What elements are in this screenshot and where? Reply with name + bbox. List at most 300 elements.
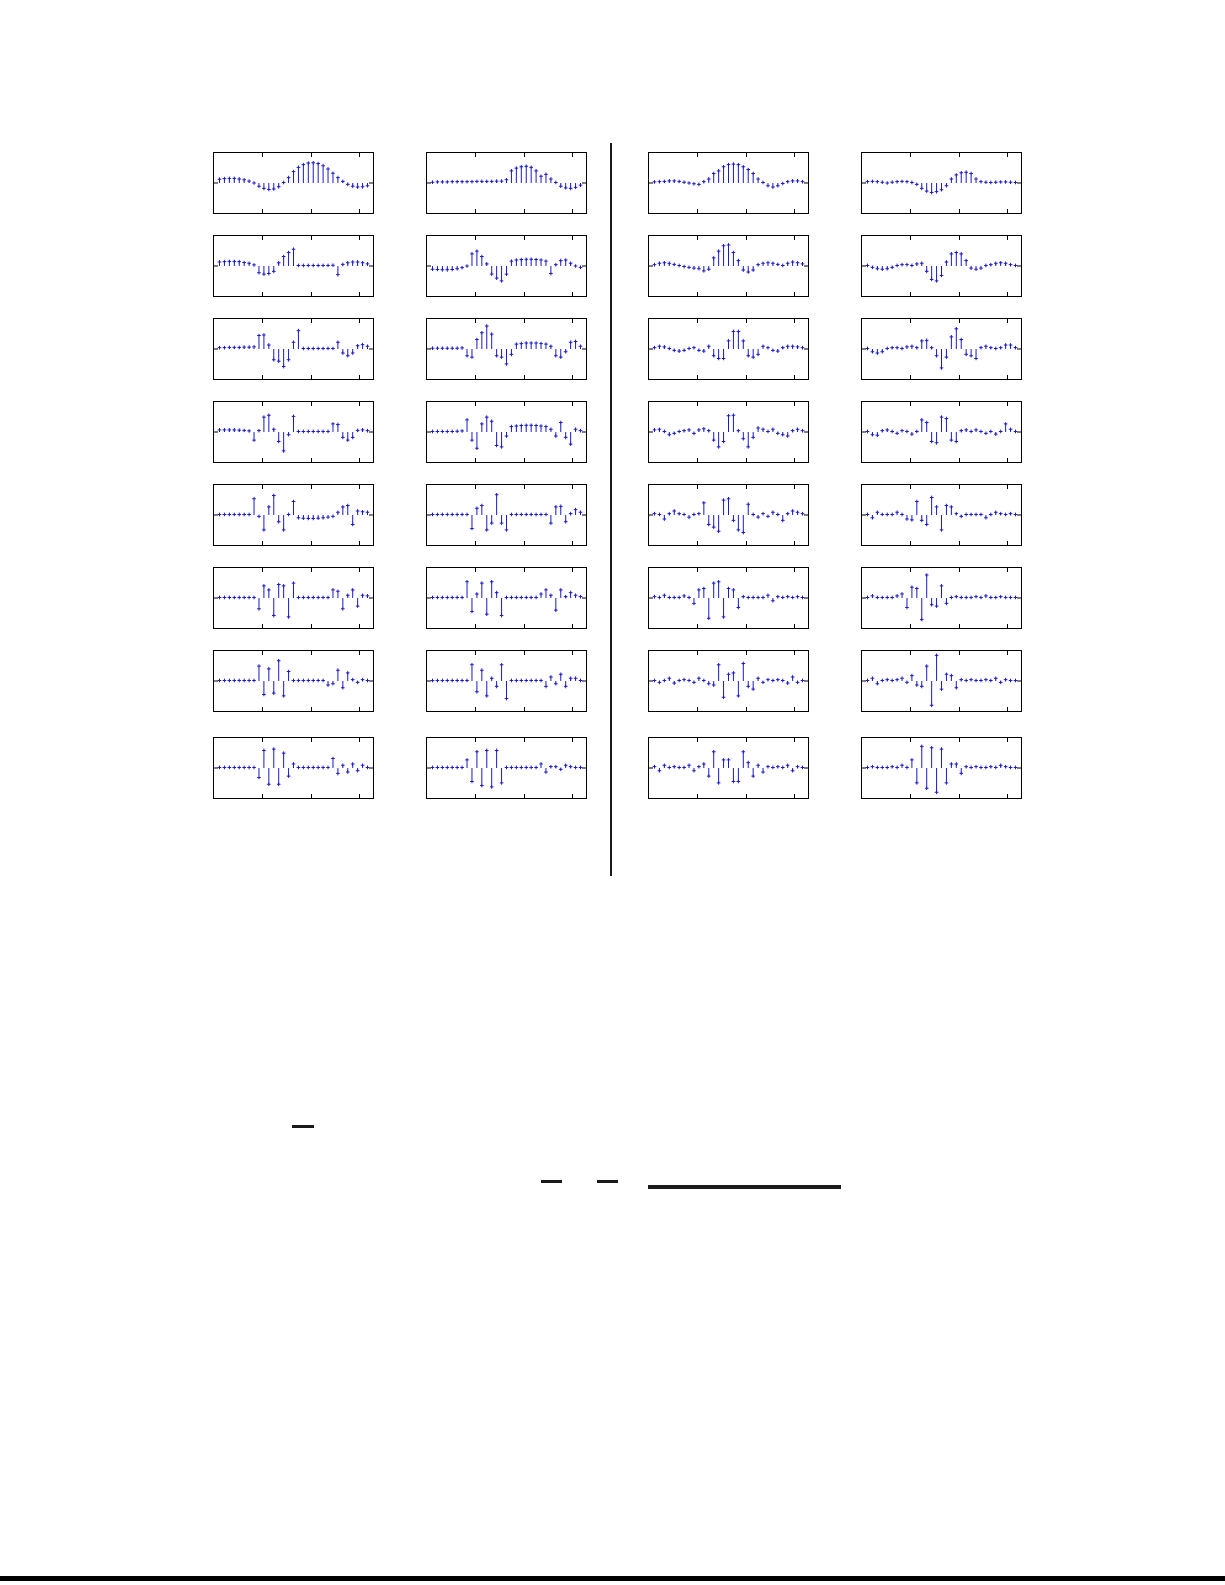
stem-marker-icon xyxy=(326,515,330,519)
stem-marker-icon xyxy=(687,347,691,351)
stem-marker-icon xyxy=(742,662,746,666)
stem-marker-icon xyxy=(569,187,573,191)
stem-marker-icon xyxy=(341,686,345,690)
stem-marker-icon xyxy=(549,272,553,276)
stem-marker-icon xyxy=(871,180,875,184)
stem-marker-icon xyxy=(881,596,885,600)
stem-marker-icon xyxy=(465,180,469,184)
stem-marker-icon xyxy=(465,758,469,762)
stem-marker-icon xyxy=(712,581,716,585)
stem-marker-icon xyxy=(771,679,775,683)
stem-marker-icon xyxy=(663,679,667,683)
stem-marker-icon xyxy=(500,445,504,449)
stem-marker-icon xyxy=(925,270,929,274)
stem-marker-icon xyxy=(930,346,934,350)
stem-marker-icon xyxy=(672,509,676,513)
stem-marker-icon xyxy=(549,521,553,525)
stem-marker-icon xyxy=(475,592,479,596)
stem-marker-icon xyxy=(746,761,750,765)
stem-marker-icon xyxy=(307,347,311,351)
stem-marker-icon xyxy=(756,677,760,681)
stem-marker-icon xyxy=(505,178,509,182)
stem-marker-icon xyxy=(687,764,691,768)
stem-plot-r4c2 xyxy=(426,401,587,463)
stem-marker-icon xyxy=(287,251,291,255)
stem-marker-icon xyxy=(722,440,726,444)
stem-marker-icon xyxy=(534,169,538,173)
stem-marker-icon xyxy=(766,678,770,682)
stem-marker-icon xyxy=(485,528,489,532)
stem-marker-icon xyxy=(524,257,528,261)
stem-marker-icon xyxy=(475,249,479,253)
stem-marker-icon xyxy=(534,679,538,683)
stem-marker-icon xyxy=(796,261,800,265)
stem-marker-icon xyxy=(871,433,875,437)
stem-marker-icon xyxy=(746,685,750,689)
stem-marker-icon xyxy=(302,347,306,351)
stem-marker-icon xyxy=(277,261,281,265)
stem-marker-icon xyxy=(717,663,721,667)
stem-marker-icon xyxy=(915,781,919,785)
stem-marker-icon xyxy=(520,596,524,600)
stem-marker-icon xyxy=(356,509,360,513)
stem-marker-icon xyxy=(663,430,667,434)
stem-marker-icon xyxy=(658,428,662,432)
stem-marker-icon xyxy=(326,167,330,171)
stem-marker-icon xyxy=(436,430,440,434)
stem-marker-icon xyxy=(994,432,998,436)
stem-marker-icon xyxy=(351,436,355,440)
stem-marker-icon xyxy=(460,679,464,683)
stem-marker-icon xyxy=(989,263,993,267)
stem-marker-icon xyxy=(228,428,232,432)
stem-marker-icon xyxy=(672,179,676,183)
stem-marker-icon xyxy=(436,346,440,350)
stem-marker-icon xyxy=(959,338,963,342)
stem-marker-icon xyxy=(930,704,934,708)
stem-marker-icon xyxy=(964,170,968,174)
stem-marker-icon xyxy=(326,596,330,600)
stem-marker-icon xyxy=(737,163,741,167)
stem-marker-icon xyxy=(786,681,790,685)
stem-marker-icon xyxy=(732,780,736,784)
stem-marker-icon xyxy=(964,513,968,517)
stem-marker-icon xyxy=(801,512,805,516)
stem-marker-icon xyxy=(549,428,553,432)
stem-plot-canvas xyxy=(861,401,1022,463)
stem-marker-icon xyxy=(351,260,355,264)
stem-plot-r7c3 xyxy=(648,650,809,712)
stem-marker-icon xyxy=(297,516,301,520)
stem-plot-canvas xyxy=(648,737,809,799)
stem-marker-icon xyxy=(876,433,880,437)
stem-marker-icon xyxy=(470,180,474,184)
stem-marker-icon xyxy=(871,677,875,681)
stem-marker-icon xyxy=(341,505,345,509)
stem-marker-icon xyxy=(356,185,360,189)
stem-marker-icon xyxy=(446,268,450,272)
stem-marker-icon xyxy=(756,515,760,519)
stem-marker-icon xyxy=(356,604,360,608)
stem-marker-icon xyxy=(955,762,959,766)
stem-marker-icon xyxy=(520,342,524,346)
stem-marker-icon xyxy=(950,505,954,509)
stem-marker-icon xyxy=(292,581,296,585)
stem-marker-icon xyxy=(554,608,558,612)
stem-marker-icon xyxy=(470,527,474,531)
stem-marker-icon xyxy=(1014,264,1018,268)
stem-marker-icon xyxy=(480,504,484,508)
stem-marker-icon xyxy=(480,784,484,788)
stem-marker-icon xyxy=(751,355,755,359)
stem-marker-icon xyxy=(964,353,968,357)
stem-marker-icon xyxy=(292,415,296,419)
stem-marker-icon xyxy=(574,186,578,190)
stem-marker-icon xyxy=(569,765,573,769)
stem-marker-icon xyxy=(228,177,232,181)
stem-marker-icon xyxy=(480,581,484,585)
stem-marker-icon xyxy=(524,679,528,683)
stem-marker-icon xyxy=(361,510,365,514)
stem-plot-r6c3 xyxy=(648,567,809,629)
stem-marker-icon xyxy=(351,762,355,766)
stem-marker-icon xyxy=(505,528,509,532)
stem-marker-icon xyxy=(495,591,499,595)
stem-marker-icon xyxy=(485,262,489,266)
stem-marker-icon xyxy=(326,683,330,687)
stem-marker-icon xyxy=(895,766,899,770)
stem-marker-icon xyxy=(771,428,775,432)
stem-marker-icon xyxy=(955,595,959,599)
stem-marker-icon xyxy=(544,513,548,517)
stem-plot-r8c2 xyxy=(426,737,587,799)
stem-marker-icon xyxy=(885,267,889,271)
stem-marker-icon xyxy=(237,679,241,683)
stem-marker-icon xyxy=(559,588,563,592)
stem-marker-icon xyxy=(737,330,741,334)
stem-plot-r6c2 xyxy=(426,567,587,629)
stem-marker-icon xyxy=(569,591,573,595)
stem-marker-icon xyxy=(302,163,306,167)
stem-marker-icon xyxy=(969,172,973,176)
stem-marker-icon xyxy=(756,263,760,267)
stem-plot-r4c3 xyxy=(648,401,809,463)
stem-marker-icon xyxy=(431,596,435,600)
fraction-bar-3 xyxy=(597,1180,618,1183)
stem-marker-icon xyxy=(984,432,988,436)
stem-marker-icon xyxy=(732,330,736,334)
stem-marker-icon xyxy=(959,171,963,175)
stem-plot-r2c1 xyxy=(213,235,374,297)
stem-marker-icon xyxy=(510,169,514,173)
stem-marker-icon xyxy=(959,252,963,256)
stem-marker-icon xyxy=(520,679,524,683)
stem-marker-icon xyxy=(905,606,909,610)
stem-marker-icon xyxy=(441,766,445,770)
stem-marker-icon xyxy=(564,595,568,599)
stem-marker-icon xyxy=(529,166,533,170)
stem-marker-icon xyxy=(287,774,291,778)
stem-marker-icon xyxy=(356,769,360,773)
stem-marker-icon xyxy=(920,685,924,689)
stem-marker-icon xyxy=(267,188,271,192)
stem-marker-icon xyxy=(505,766,509,770)
stem-marker-icon xyxy=(979,513,983,517)
stem-marker-icon xyxy=(341,263,345,267)
stem-marker-icon xyxy=(262,333,266,337)
stem-marker-icon xyxy=(732,519,736,523)
stem-marker-icon xyxy=(979,180,983,184)
stem-marker-icon xyxy=(520,513,524,517)
stem-marker-icon xyxy=(876,682,880,686)
stem-marker-icon xyxy=(751,268,755,272)
stem-marker-icon xyxy=(945,417,949,421)
stem-marker-icon xyxy=(895,180,899,184)
stem-marker-icon xyxy=(495,179,499,183)
stem-marker-icon xyxy=(712,525,716,529)
stem-marker-icon xyxy=(974,513,978,517)
stem-plot-r3c2 xyxy=(426,318,587,380)
stem-plot-r2c4 xyxy=(861,235,1022,297)
stem-marker-icon xyxy=(500,614,504,618)
stem-marker-icon xyxy=(252,438,256,442)
stem-marker-icon xyxy=(866,430,870,434)
stem-plot-r2c2 xyxy=(426,235,587,297)
stem-marker-icon xyxy=(346,438,350,442)
stem-plot-canvas xyxy=(426,318,587,380)
stem-marker-icon xyxy=(544,173,548,177)
stem-marker-icon xyxy=(470,355,474,359)
stem-marker-icon xyxy=(732,251,736,255)
stem-marker-icon xyxy=(272,187,276,191)
stem-marker-icon xyxy=(247,179,251,183)
stem-marker-icon xyxy=(460,429,464,433)
stem-marker-icon xyxy=(871,594,875,598)
stem-marker-icon xyxy=(791,675,795,679)
stem-marker-icon xyxy=(267,588,271,592)
stem-marker-icon xyxy=(885,766,889,770)
stem-marker-icon xyxy=(441,346,445,350)
stem-marker-icon xyxy=(1014,181,1018,185)
stem-marker-icon xyxy=(554,765,558,769)
stem-plot-r6c4 xyxy=(861,567,1022,629)
stem-marker-icon xyxy=(282,449,286,453)
stem-marker-icon xyxy=(446,430,450,434)
stem-marker-icon xyxy=(346,261,350,265)
stem-marker-icon xyxy=(252,596,256,600)
stem-marker-icon xyxy=(905,766,909,770)
stem-marker-icon xyxy=(460,513,464,517)
stem-marker-icon xyxy=(692,769,696,773)
stem-marker-icon xyxy=(969,430,973,434)
stem-marker-icon xyxy=(326,766,330,770)
stem-marker-icon xyxy=(564,350,568,354)
stem-marker-icon xyxy=(682,513,686,517)
stem-marker-icon xyxy=(282,255,286,259)
stem-marker-icon xyxy=(515,342,519,346)
stem-marker-icon xyxy=(574,766,578,770)
stem-marker-icon xyxy=(495,685,499,689)
stem-marker-icon xyxy=(341,764,345,768)
stem-marker-icon xyxy=(455,679,459,683)
stem-marker-icon xyxy=(994,347,998,351)
stem-marker-icon xyxy=(881,679,885,683)
stem-marker-icon xyxy=(579,345,583,349)
stem-marker-icon xyxy=(524,513,528,517)
stem-marker-icon xyxy=(746,168,750,172)
stem-plot-canvas xyxy=(426,484,587,546)
stem-marker-icon xyxy=(321,347,325,351)
stem-marker-icon xyxy=(756,426,760,430)
stem-marker-icon xyxy=(672,349,676,353)
stem-marker-icon xyxy=(237,428,241,432)
stem-marker-icon xyxy=(515,513,519,517)
stem-marker-icon xyxy=(346,504,350,508)
stem-plot-r7c1 xyxy=(213,650,374,712)
stem-marker-icon xyxy=(663,517,667,521)
stem-marker-icon xyxy=(475,690,479,694)
stem-marker-icon xyxy=(672,596,676,600)
stem-marker-icon xyxy=(890,180,894,184)
stem-plot-canvas xyxy=(648,650,809,712)
stem-marker-icon xyxy=(786,595,790,599)
stem-marker-icon xyxy=(450,346,454,350)
stem-marker-icon xyxy=(544,685,548,689)
stem-marker-icon xyxy=(247,262,251,266)
stem-marker-icon xyxy=(751,774,755,778)
stem-marker-icon xyxy=(999,512,1003,516)
stem-marker-icon xyxy=(786,512,790,516)
stem-marker-icon xyxy=(707,177,711,181)
stem-marker-icon xyxy=(336,176,340,180)
stem-marker-icon xyxy=(682,349,686,353)
stem-marker-icon xyxy=(791,345,795,349)
stem-marker-icon xyxy=(539,258,543,262)
fraction-bar-2 xyxy=(541,1180,562,1183)
stem-marker-icon xyxy=(890,596,894,600)
stem-marker-icon xyxy=(727,339,731,343)
stem-marker-icon xyxy=(475,446,479,450)
stem-marker-icon xyxy=(356,344,360,348)
stem-marker-icon xyxy=(737,528,741,532)
stem-marker-icon xyxy=(742,339,746,343)
stem-marker-icon xyxy=(979,766,983,770)
stem-marker-icon xyxy=(999,346,1003,350)
stem-marker-icon xyxy=(539,424,543,428)
stem-marker-icon xyxy=(910,674,914,678)
stem-marker-icon xyxy=(776,184,780,188)
stem-marker-icon xyxy=(890,679,894,683)
stem-marker-icon xyxy=(781,346,785,350)
stem-plot-canvas xyxy=(648,235,809,297)
stem-marker-icon xyxy=(979,266,983,270)
stem-plot-canvas xyxy=(648,401,809,463)
stem-marker-icon xyxy=(247,766,251,770)
stem-marker-icon xyxy=(935,441,939,445)
stem-marker-icon xyxy=(326,430,330,434)
stem-marker-icon xyxy=(574,340,578,344)
stem-marker-icon xyxy=(297,596,301,600)
stem-marker-icon xyxy=(959,596,963,600)
stem-marker-icon xyxy=(316,430,320,434)
stem-marker-icon xyxy=(945,602,949,606)
stem-marker-icon xyxy=(500,355,504,359)
stem-marker-icon xyxy=(228,766,232,770)
stem-marker-icon xyxy=(336,340,340,344)
stem-marker-icon xyxy=(436,180,440,184)
stem-marker-icon xyxy=(351,523,355,527)
stem-marker-icon xyxy=(771,599,775,603)
stem-marker-icon xyxy=(510,425,514,429)
stem-marker-icon xyxy=(964,765,968,769)
stem-marker-icon xyxy=(321,679,325,683)
stem-marker-icon xyxy=(737,259,741,263)
stem-marker-icon xyxy=(989,181,993,185)
stem-marker-icon xyxy=(663,180,667,184)
stem-marker-icon xyxy=(292,247,296,251)
stem-marker-icon xyxy=(564,436,568,440)
stem-marker-icon xyxy=(569,442,573,446)
stem-marker-icon xyxy=(668,677,672,681)
stem-marker-icon xyxy=(950,438,954,442)
stem-marker-icon xyxy=(682,180,686,184)
stem-marker-icon xyxy=(346,183,350,187)
stem-marker-icon xyxy=(697,588,701,592)
stem-marker-icon xyxy=(272,428,276,432)
stem-marker-icon xyxy=(247,429,251,433)
stem-marker-icon xyxy=(495,493,499,497)
stem-marker-icon xyxy=(485,694,489,698)
stem-marker-icon xyxy=(955,686,959,690)
stem-marker-icon xyxy=(687,679,691,683)
stem-marker-icon xyxy=(257,271,261,275)
stem-marker-icon xyxy=(252,263,256,267)
stem-marker-icon xyxy=(697,267,701,271)
stem-marker-icon xyxy=(771,262,775,266)
stem-marker-icon xyxy=(549,345,553,349)
stem-marker-icon xyxy=(915,500,919,504)
stem-plot-r3c1 xyxy=(213,318,374,380)
stem-marker-icon xyxy=(1004,422,1008,426)
stem-marker-icon xyxy=(727,414,731,418)
stem-marker-icon xyxy=(905,263,909,267)
stem-marker-icon xyxy=(277,782,281,786)
stem-plot-canvas xyxy=(861,152,1022,214)
stem-marker-icon xyxy=(218,177,222,181)
stem-marker-icon xyxy=(756,353,760,357)
stem-marker-icon xyxy=(920,262,924,266)
stem-marker-icon xyxy=(569,512,573,516)
stem-marker-icon xyxy=(544,770,548,774)
stem-marker-icon xyxy=(791,509,795,513)
stem-marker-icon xyxy=(781,433,785,437)
stem-marker-icon xyxy=(663,594,667,598)
stem-plot-canvas xyxy=(213,318,374,380)
stem-marker-icon xyxy=(915,262,919,266)
stem-marker-icon xyxy=(460,266,464,270)
stem-marker-icon xyxy=(905,180,909,184)
stem-marker-icon xyxy=(1009,428,1013,432)
stem-marker-icon xyxy=(544,259,548,263)
stem-marker-icon xyxy=(677,679,681,683)
stem-marker-icon xyxy=(781,264,785,268)
stem-marker-icon xyxy=(346,354,350,358)
stem-marker-icon xyxy=(925,664,929,668)
stem-marker-icon xyxy=(900,764,904,768)
stem-marker-icon xyxy=(751,513,755,517)
stem-marker-icon xyxy=(905,430,909,434)
stem-marker-icon xyxy=(737,429,741,433)
